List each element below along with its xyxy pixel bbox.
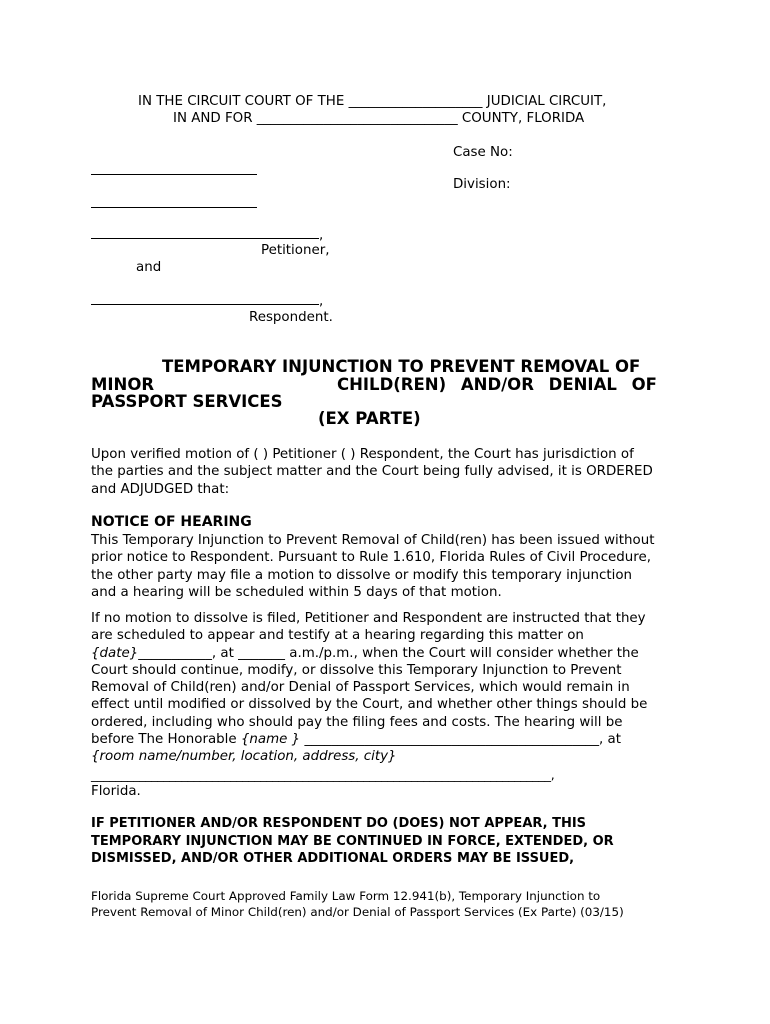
circuit-blank: ____________________ bbox=[348, 94, 483, 109]
warning-block bbox=[91, 815, 614, 868]
intro-line: and ADJUDGED that: bbox=[91, 481, 230, 497]
notice-line-date bbox=[91, 645, 681, 662]
division-label: Division: bbox=[453, 177, 511, 192]
and-label: and bbox=[136, 260, 162, 275]
notice-line: prior notice to Respondent. Pursuant to Rule 1.610, Florida Rules of Civil Procedure, bbox=[91, 550, 651, 566]
court-header-line1 bbox=[138, 93, 606, 110]
notice-heading: NOTICE OF HEARING bbox=[91, 514, 252, 530]
warning-line: DISMISSED, AND/OR OTHER ADDITIONAL ORDERS MAY BE ISSUED, bbox=[91, 851, 575, 866]
notice-line: This Temporary Injunction to Prevent Removal of Child(ren) has been issued without bbox=[91, 533, 655, 548]
room-placeholder: {room name/number, location, address, city} bbox=[91, 749, 397, 765]
petitioner-name-line bbox=[91, 238, 319, 239]
notice-line: ordered, including who should pay the filing fees and costs. The hearing will be bbox=[91, 714, 623, 730]
notice-line: Court should continue, modify, or dissolve this Temporary Injunction to Prevent bbox=[91, 662, 622, 678]
date-placeholder: {date} bbox=[91, 645, 139, 661]
respondent-name-line bbox=[91, 304, 319, 305]
date-rest: ___________, at _______ a.m./p.m., when the Court will consider whether the bbox=[138, 645, 639, 661]
judge-name-rest: ____________________________________________, at bbox=[304, 732, 622, 748]
case-no-label: Case No: bbox=[453, 145, 513, 160]
notice-line-judge bbox=[91, 731, 681, 748]
notice-paragraph-2 bbox=[91, 610, 681, 800]
notice-line: If no motion to dissolve is filed, Petitioner and Respondent are instructed that they bbox=[91, 611, 646, 626]
warning-line: TEMPORARY INJUNCTION MAY BE CONTINUED IN FORCE, EXTENDED, OR bbox=[91, 833, 614, 849]
petitioner-label: Petitioner, bbox=[261, 243, 330, 258]
county-blank: ______________________________ bbox=[256, 111, 458, 126]
notice-line: and a hearing will be scheduled within 5 days of that motion. bbox=[91, 584, 502, 600]
notice-line: Removal of Child(ren) and/or Denial of Passport Services, which would remain in bbox=[91, 680, 630, 696]
warning-line: IF PETITIONER AND/OR RESPONDENT DO (DOES) NOT APPEAR, THIS bbox=[91, 816, 587, 831]
notice-paragraph-1 bbox=[91, 532, 681, 601]
footer-line: Florida Supreme Court Approved Family Law Form 12.941(b), Temporary Injunction to bbox=[91, 889, 601, 903]
court-header-text: IN THE CIRCUIT COURT OF THE bbox=[138, 94, 345, 109]
before-text: before The Honorable bbox=[91, 732, 237, 748]
title-line3: PASSPORT SERVICES bbox=[91, 392, 283, 411]
division-line bbox=[91, 207, 257, 208]
intro-paragraph bbox=[91, 446, 681, 498]
respondent-comma: , bbox=[319, 294, 324, 309]
intro-line: the parties and the subject matter and the Court being fully advised, it is ORDERED bbox=[91, 464, 653, 480]
title-line2-a: MINOR bbox=[91, 375, 155, 394]
case-no-line bbox=[91, 174, 257, 175]
florida-text: Florida. bbox=[91, 783, 141, 799]
judge-name-placeholder: {name } bbox=[240, 732, 301, 748]
court-header-text: COUNTY, FLORIDA bbox=[461, 111, 585, 126]
petitioner-comma: , bbox=[319, 228, 324, 243]
title-line2-b: CHILD(REN) AND/OR DENIAL OF bbox=[337, 375, 657, 394]
title-line1: TEMPORARY INJUNCTION TO PREVENT REMOVAL OF bbox=[162, 357, 641, 376]
notice-line: are scheduled to appear and testify at a hearing regarding this matter on bbox=[91, 628, 584, 644]
respondent-label: Respondent. bbox=[249, 310, 333, 325]
footer-line: Prevent Removal of Minor Child(ren) and/or Denial of Passport Services (Ex Parte) (03/15) bbox=[91, 904, 624, 919]
notice-line: effect until modified or dissolved by the Court, and whether other things should be bbox=[91, 697, 648, 713]
intro-line: Upon verified motion of ( ) Petitioner ( ) Respondent, the Court has jurisdiction of bbox=[91, 447, 634, 462]
form-footer bbox=[91, 889, 624, 920]
room-line: ____________________________________________________________________________, bbox=[91, 766, 555, 782]
court-header-line2 bbox=[173, 110, 584, 127]
court-header-text: IN AND FOR bbox=[173, 111, 253, 126]
title-line4: (EX PARTE) bbox=[318, 409, 421, 428]
court-header-text: JUDICIAL CIRCUIT, bbox=[486, 94, 607, 109]
notice-line: the other party may file a motion to dissolve or modify this temporary injunction bbox=[91, 567, 632, 583]
